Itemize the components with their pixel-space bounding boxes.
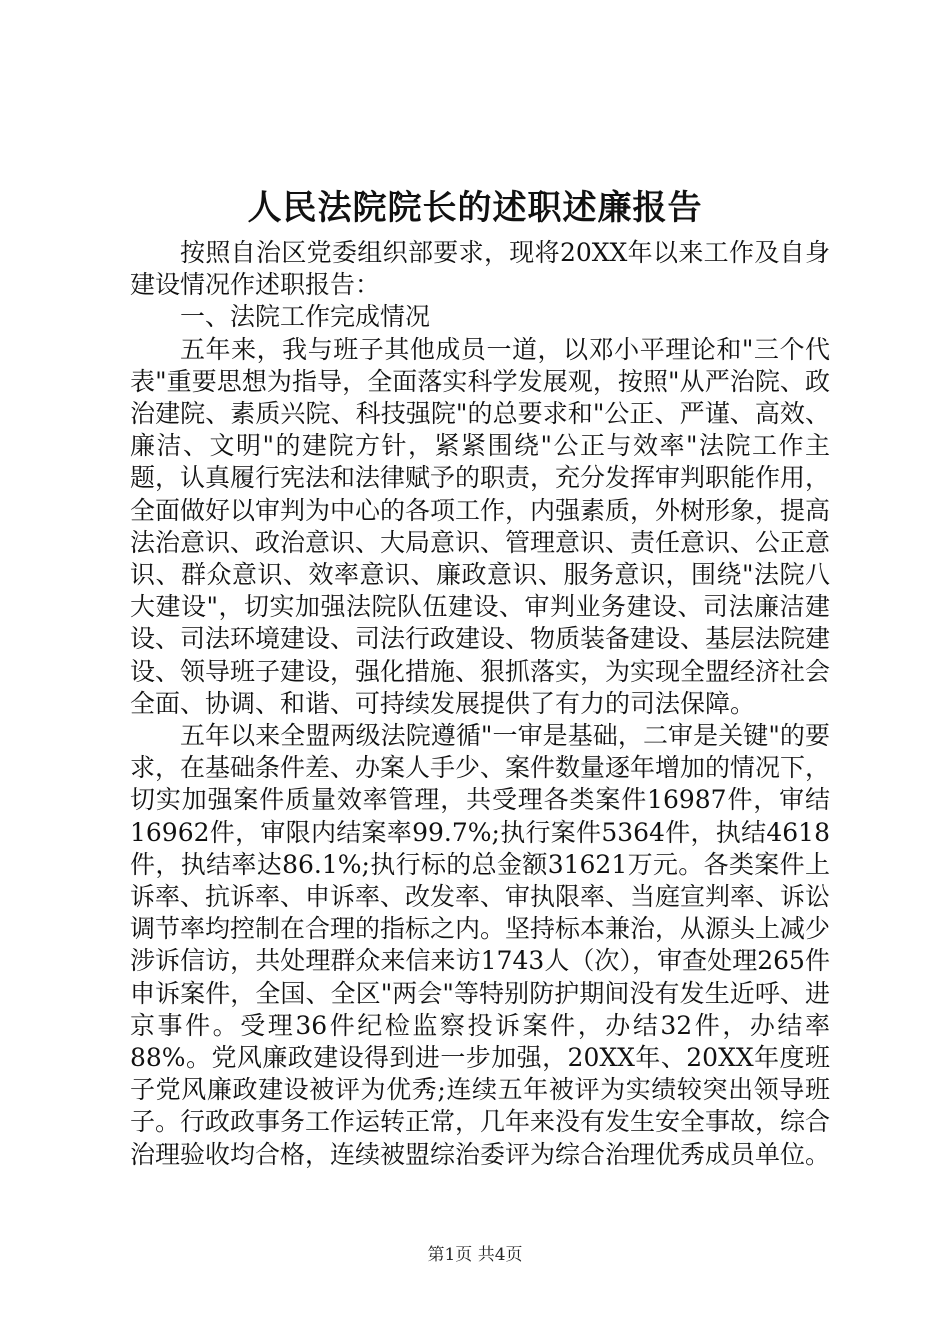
document-title: 人民法院院长的述职述廉报告 [247, 188, 703, 228]
body-paragraph: 五年来，我与班子其他成员一道，以邓小平理论和"三个代表"重要思想为指导，全面落实科学发展观，按照"从严治院、政治建院、素质兴院、科技强院"的总要求和"公正、严谨、高效、廉洁、文明"的建院方针，紧紧围绕"公正与效率"法院工作主题，认真履行宪法和法律赋予的职责，充分发挥审判职能作用，全面做好以审判为中心的各项工作，内强素质，外树形象，提高法治意识、政治意识、大局意识、管理意识、责任意识、公正意识、群众意识、效率意识、廉政意识、服务意识，围绕"法院八大建设"，切实加强法院队伍建设、审判业务建设、司法廉洁建设、司法环境建设、司法行政建设、物质装备建设、基层法院建设、领导班子建设，强化措施、狠抓落实，为实现全盟经济社会全面、协调、和谐、可持续发展提供了有力的司法保障。 [130, 334, 831, 718]
intro-paragraph: 按照自治区党委组织部要求，现将20XX年以来工作及自身建设情况作述职报告： [130, 238, 830, 300]
body-paragraph: 五年以来全盟两级法院遵循"一审是基础，二审是关键"的要求，在基础条件差、办案人手少、案件数量逐年增加的情况下，切实加强案件质量效率管理，共受理各类案件16987件，审结16962件，审限内结案率99.7%;执行案件5364件，执结4618件，执结率达86.1%;执行标的总金额31621万元。各类案件上诉率、抗诉率、申诉率、改发率、审执限率、当庭宣判率、诉讼调节率均控制在合理的指标之内。坚持标本兼治，从源头上减少涉诉信访，共处理群众来信来访1743人（次），审查处理265件申诉案件，全国、全区"两会"等特别防护期间没有发生近呼、进京事件。受理36件纪检监察投诉案件，办结32件，办结率88%。党风廉政建设得到进一步加强，20XX年、20XX年度班子党风廉政建设被评为优秀;连续五年被评为实绩较突出领导班子。行政政事务工作运转正常，几年来没有发生安全事故，综合治理验收均合格，连续被盟综治委评为综合治理优秀成员单位。 [130, 721, 831, 1169]
section-heading: 一、法院工作完成情况 [180, 302, 431, 332]
page-number: 第1页 共4页 [427, 1245, 523, 1265]
document-body [130, 237, 830, 1171]
